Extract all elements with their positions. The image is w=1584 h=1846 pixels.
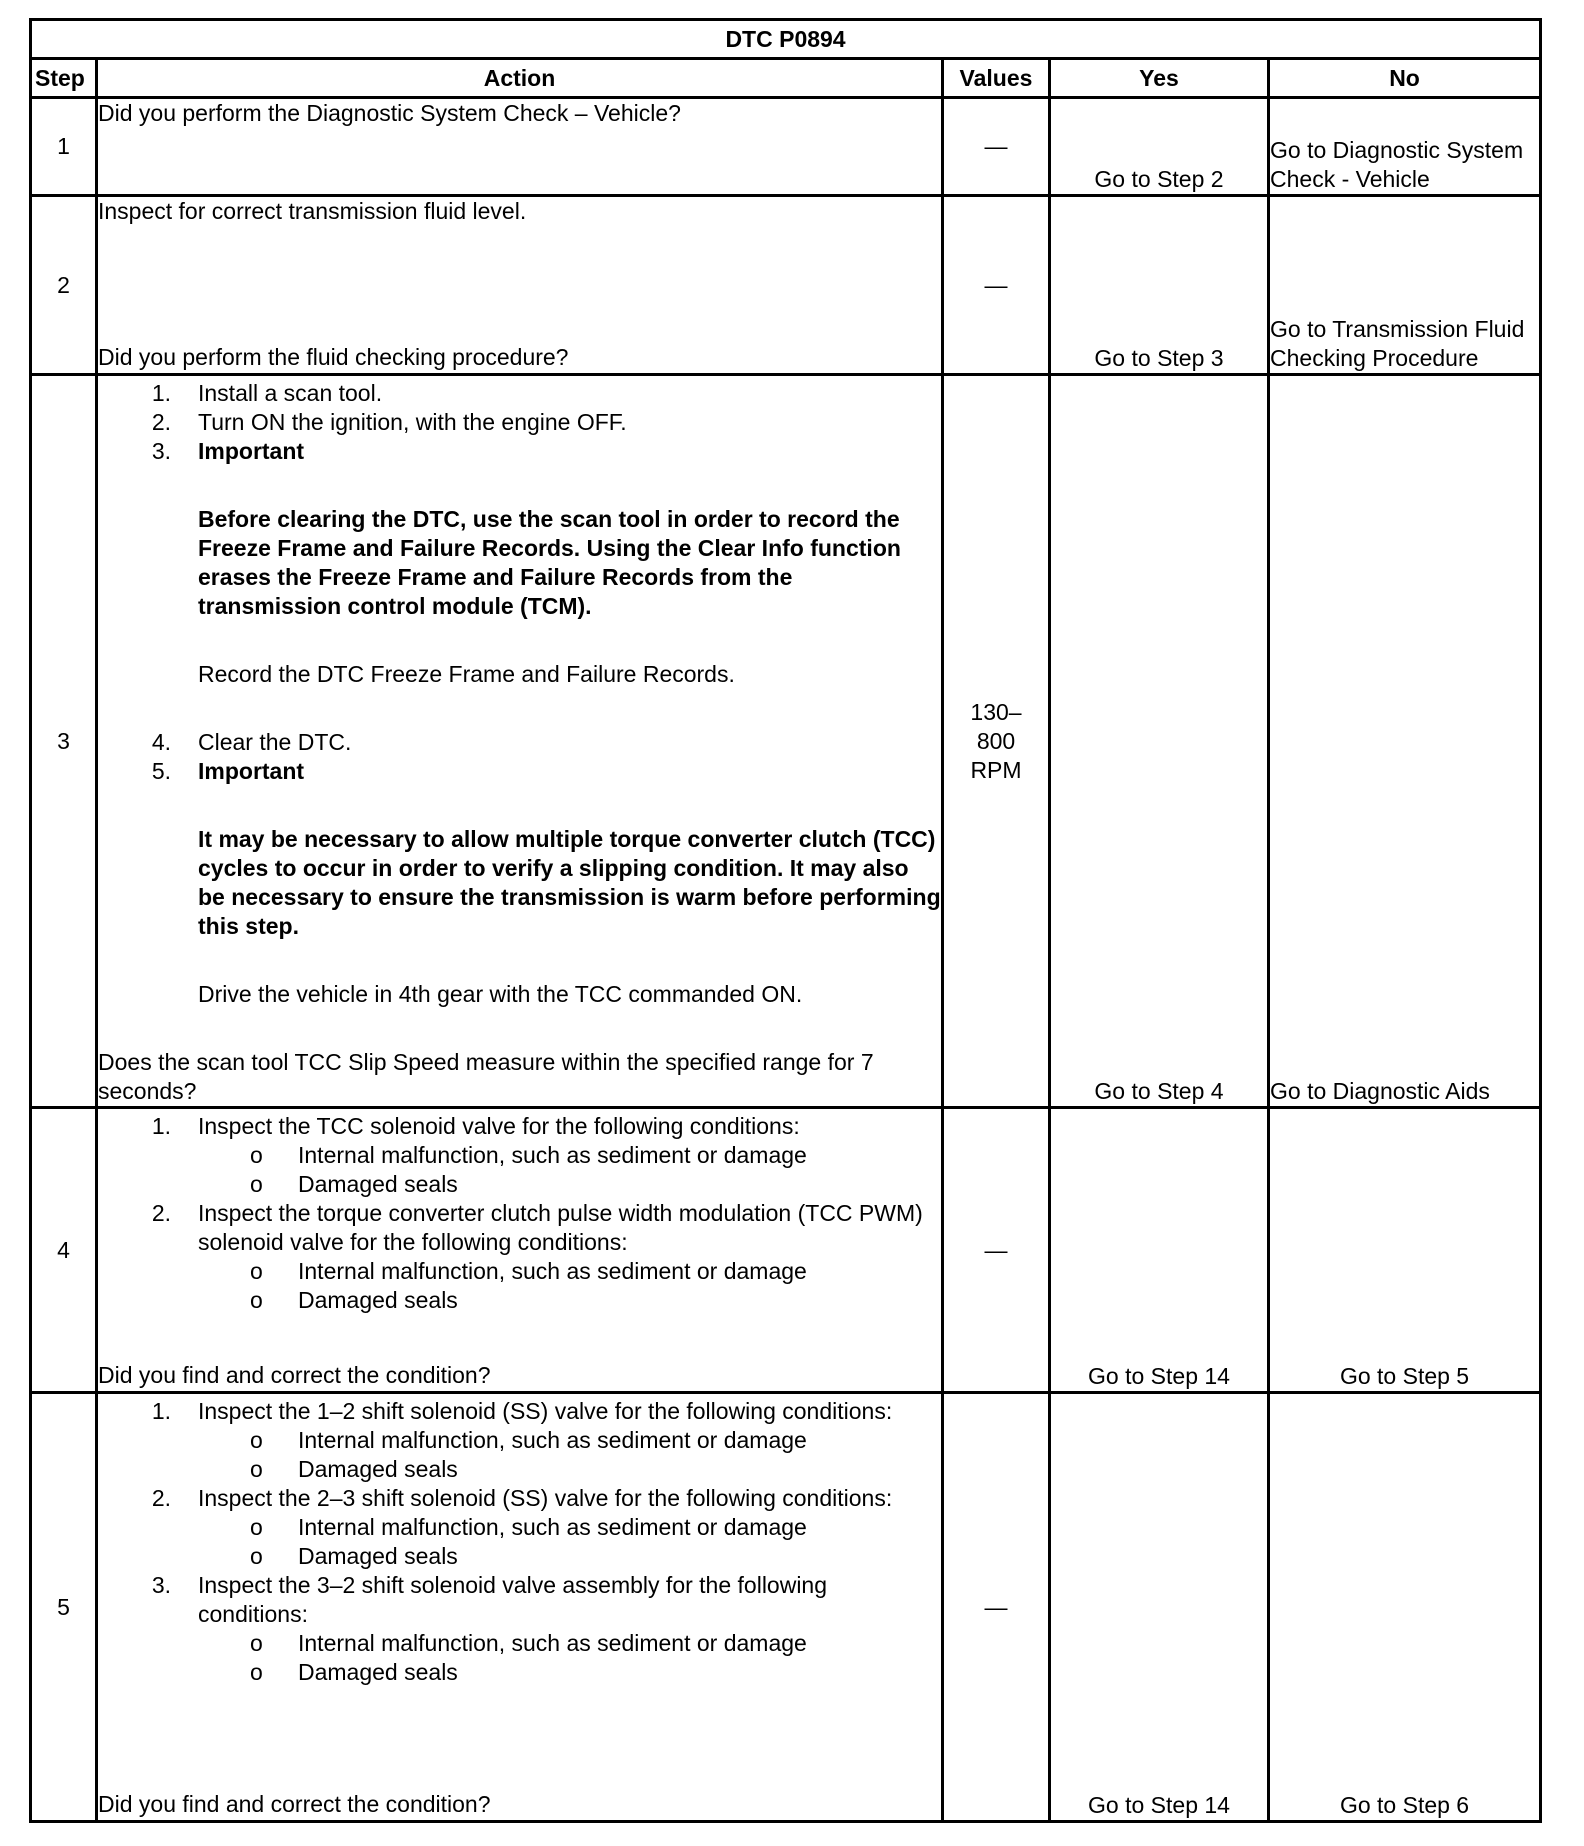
action-question: Did you perform the fluid checking procedure? — [98, 344, 569, 370]
list-item: o Internal malfunction, such as sediment or damage — [250, 1258, 807, 1284]
table-row — [31, 196, 1541, 375]
no-cell: Go to Step 5 — [1269, 1108, 1541, 1393]
values-cell: — — [943, 196, 1050, 375]
no-cell: Go to Diagnostic System Check - Vehicle — [1269, 98, 1541, 196]
action-cell — [97, 1393, 943, 1822]
condition-list — [98, 1629, 941, 1687]
important-label: Important — [198, 758, 305, 784]
list-item: 2. Turn ON the ignition, with the engine OFF. — [151, 409, 627, 435]
condition-list — [98, 1426, 941, 1484]
list-item: 2. Inspect the torque converter clutch pulse width modulation (TCC PWM) solenoid valve for the following conditions: o Internal malfunction, such as sediment or damage o Damaged seals — [98, 1199, 941, 1315]
list-item: 2. Inspect the 2–3 shift solenoid (SS) valve for the following conditions: o Internal malfunction, such as sediment or damage o Damaged seals — [98, 1484, 941, 1571]
important-note: Before clearing the DTC, use the scan tool in order to record the Freeze Frame and Failure Records. Using the Clear Info function erases the Freeze Frame and Failure Records from the transmission control module (TCM). — [198, 506, 901, 619]
important-note: It may be necessary to allow multiple torque converter clutch (TCC) cycles to occur in order to verify a slipping condition. It may also be necessary to ensure the transmission is warm before performing this step. — [198, 826, 941, 939]
no-cell: Go to Step 6 — [1269, 1393, 1541, 1822]
step-list — [98, 1112, 941, 1315]
step-list — [98, 379, 941, 1048]
list-item: 1. Inspect the TCC solenoid valve for the following conditions: o Internal malfunction, such as sediment or damage o Damaged seals — [98, 1112, 941, 1199]
list-item: o Damaged seals — [250, 1659, 458, 1685]
header-action: Action — [97, 59, 943, 98]
header-step: Step — [31, 59, 97, 98]
action-cell — [97, 98, 943, 196]
step-number: 5 — [31, 1393, 97, 1822]
list-item: o Damaged seals — [250, 1543, 458, 1569]
yes-cell: Go to Step 2 — [1050, 98, 1269, 196]
yes-cell: Go to Step 14 — [1050, 1108, 1269, 1393]
list-item: 5. Important It may be necessary to allow multiple torque converter clutch (TCC) cycles to occur in order to verify a slipping condition. It may also be necessary to ensure the transmission is warm before performing this step. Drive the vehicle in 4th gear with the TCC commanded ON. — [151, 758, 941, 1007]
list-item: o Internal malfunction, such as sediment or damage — [250, 1427, 807, 1453]
no-cell: Go to Diagnostic Aids — [1269, 375, 1541, 1108]
step-number: 4 — [31, 1108, 97, 1393]
table-title: DTC P0894 — [31, 20, 1541, 59]
condition-list — [98, 1513, 941, 1571]
table-row — [31, 1393, 1541, 1822]
condition-list — [98, 1257, 941, 1315]
list-item: o Damaged seals — [250, 1287, 458, 1313]
dtc-table — [29, 18, 1542, 1823]
action-question: Does the scan tool TCC Slip Speed measure within the specified range for 7 seconds? — [98, 1049, 874, 1104]
list-item: 3. Inspect the 3–2 shift solenoid valve assembly for the following conditions: o Internal malfunction, such as sediment or damage o Damaged seals — [98, 1571, 941, 1687]
step-text: Drive the vehicle in 4th gear with the TCC commanded ON. — [198, 981, 803, 1007]
yes-cell: Go to Step 3 — [1050, 196, 1269, 375]
action-question: Did you find and correct the condition? — [98, 1791, 491, 1817]
values-cell: — — [943, 1108, 1050, 1393]
header-values: Values — [943, 59, 1050, 98]
list-item: o Internal malfunction, such as sediment or damage — [250, 1630, 807, 1656]
action-cell — [97, 375, 943, 1108]
values-cell: — — [943, 98, 1050, 196]
action-question: Did you perform the Diagnostic System Check – Vehicle? — [98, 100, 681, 126]
action-question: Did you find and correct the condition? — [98, 1362, 491, 1388]
condition-list — [98, 1141, 941, 1199]
list-item: 4. Clear the DTC. — [151, 729, 352, 755]
step-number: 3 — [31, 375, 97, 1108]
list-item: o Damaged seals — [250, 1456, 458, 1482]
list-item: o Damaged seals — [250, 1171, 458, 1197]
values-cell: 130– 800 RPM — [943, 375, 1050, 1108]
list-item: o Internal malfunction, such as sediment or damage — [250, 1142, 807, 1168]
header-yes: Yes — [1050, 59, 1269, 98]
important-label: Important — [198, 438, 305, 464]
values-cell: — — [943, 1393, 1050, 1822]
list-item: 1. Install a scan tool. — [151, 380, 383, 406]
header-no: No — [1269, 59, 1541, 98]
yes-cell: Go to Step 14 — [1050, 1393, 1269, 1822]
yes-cell: Go to Step 4 — [1050, 375, 1269, 1108]
action-cell — [97, 1108, 943, 1393]
step-list — [98, 1397, 941, 1687]
list-item: o Internal malfunction, such as sediment or damage — [250, 1514, 807, 1540]
table-row — [31, 1108, 1541, 1393]
step-number: 1 — [31, 98, 97, 196]
action-instruction: Inspect for correct transmission fluid level. — [98, 198, 527, 224]
step-text: Record the DTC Freeze Frame and Failure Records. — [198, 661, 735, 687]
step-number: 2 — [31, 196, 97, 375]
no-cell: Go to Transmission Fluid Checking Procedure — [1269, 196, 1541, 375]
header-row — [31, 59, 1541, 98]
list-item: 1. Inspect the 1–2 shift solenoid (SS) valve for the following conditions: o Internal malfunction, such as sediment or damage o Damaged seals — [98, 1397, 941, 1484]
table-row — [31, 98, 1541, 196]
action-cell — [97, 196, 943, 375]
list-item: 3. Important Before clearing the DTC, use the scan tool in order to record the Freeze Frame and Failure Records. Using the Clear Info function erases the Freeze Frame and Failure Records from the transmission control module (TCM). Record the DTC Freeze Frame and Failure Records. — [98, 437, 941, 728]
table-row — [31, 375, 1541, 1108]
